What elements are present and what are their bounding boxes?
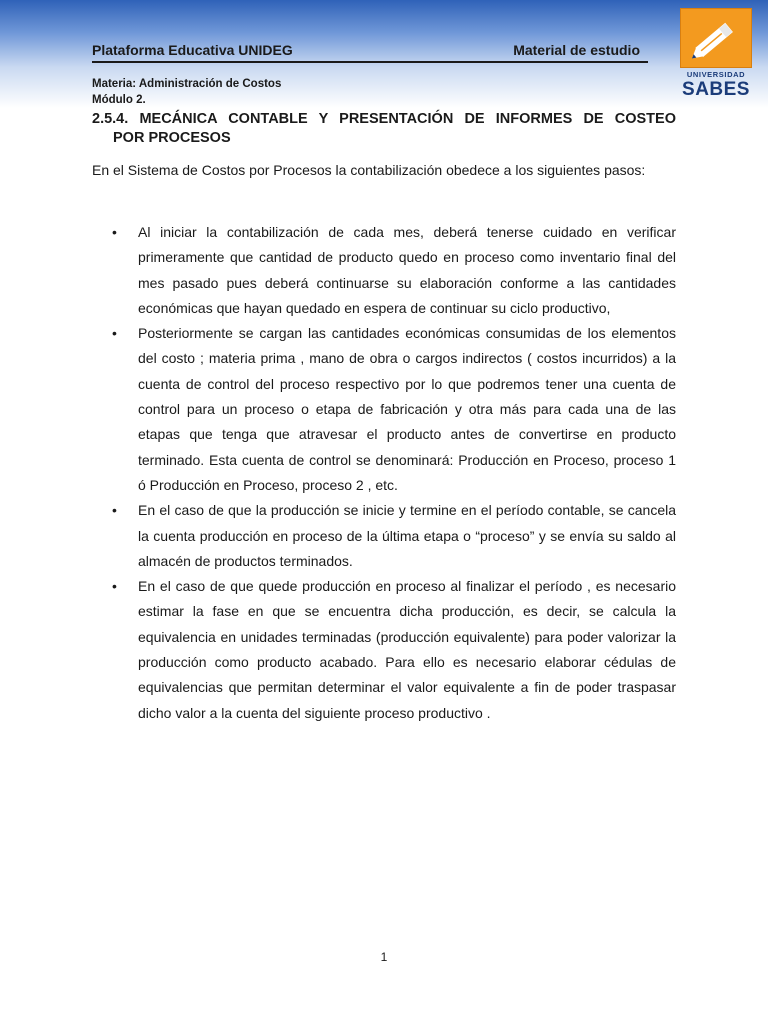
section-title: 2.5.4. MECÁNICA CONTABLE Y PRESENTACIÓN DE INFORMES DE COSTEO — [92, 111, 676, 127]
module-line: Módulo 2. — [92, 94, 146, 106]
section-title-continued: POR PROCESOS — [113, 130, 231, 146]
list-item-text: En el caso de que quede producción en proceso al finalizar el período , es necesario estimar la fase en que se encuentra dicha producción, es decir, se calcula la equivalencia en unidades terminadas (producción equivalente) para poder valorizar la producción como producto acabado. Para ello es necesario elaborar cédulas de equivalencias que permitan determinar el valor equivalente a fin de poder traspasar dicho valor a la cuenta del siguiente proceso productivo . — [138, 578, 676, 721]
list-item — [92, 498, 676, 574]
list-item-text: Al iniciar la contabilización de cada mes, deberá tenerse cuidado en verificar primeramente que cantidad de producto quedo en proceso como inventario final del mes pasado pues deberá continuarse su elaboración conforme a las cantidades económicas que hayan quedado en espera de continuar su ciclo productivo, — [138, 224, 676, 316]
intro-paragraph: En el Sistema de Costos por Procesos la contabilización obedece a los siguientes pasos: — [92, 162, 646, 178]
bullet-icon: • — [112, 325, 117, 342]
material-label: Material de estudio — [513, 42, 640, 58]
bullet-icon: • — [112, 502, 117, 519]
bullet-icon: • — [112, 224, 117, 240]
page-number: 1 — [380, 950, 388, 964]
list-item — [92, 220, 676, 321]
document-header — [92, 41, 648, 63]
platform-name: Plataforma Educativa UNIDEG — [92, 42, 293, 58]
steps-list — [92, 220, 676, 726]
list-item — [92, 321, 676, 498]
pencil-logo-icon — [680, 8, 752, 68]
list-item — [92, 574, 676, 726]
logo-text-universidad: UNIVERSIDAD — [686, 70, 746, 79]
list-item-text: En el caso de que la producción se inicie y termine en el período contable, se cancela la cuenta producción en proceso de la última etapa o “proceso” y se envía su saldo al almacén de productos terminados. — [138, 502, 676, 569]
logo-text-sabes: SABES — [682, 79, 750, 100]
university-logo — [680, 8, 752, 100]
list-item-text: Posteriormente se cargan las cantidades económicas consumidas de los elementos del costo ; materia prima , mano de obra o cargos indirectos ( costos incurridos) a la cuenta de control del proceso respectivo por lo que podremos tener una cuenta de control para un proceso o etapa de fabricación y otra más para cada una de las etapas que tenga que atravesar el producto antes de convertirse en producto terminado. Esta cuenta de control se denominará: Producción en Proceso, proceso 1 ó Producción en Proceso, proceso 2 , etc. — [138, 325, 676, 493]
bullet-icon: • — [112, 578, 117, 595]
subject-line: Materia: Administración de Costos — [92, 78, 282, 90]
